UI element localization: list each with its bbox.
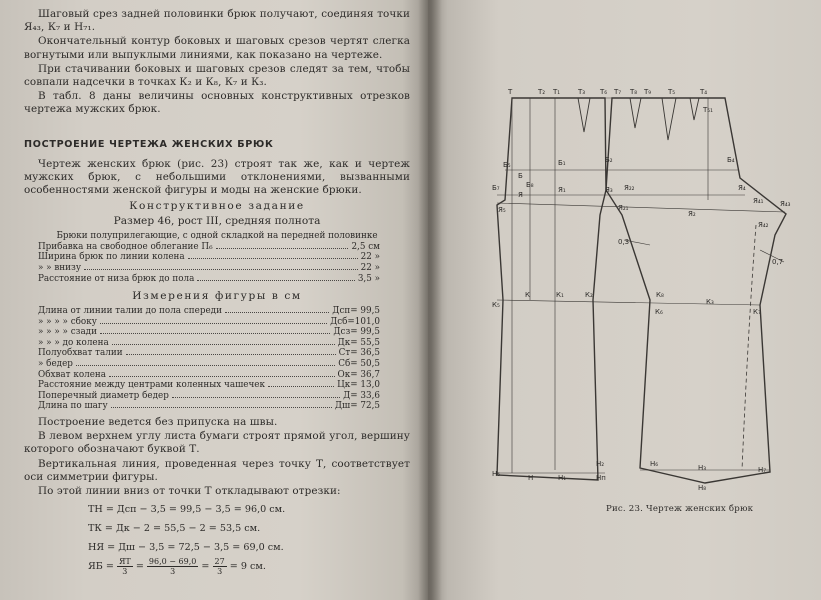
label-B5: Б₅ xyxy=(503,161,511,169)
label-B: Б xyxy=(518,172,523,180)
label-K8: К₈ xyxy=(656,291,664,299)
measurements-heading: Измерения фигуры в см xyxy=(132,290,302,303)
label-T8: Т₈ xyxy=(630,88,638,96)
measurement-row: Обхват колена Ок= 36,7 xyxy=(38,369,380,380)
measurement-row: » бедер Сб= 50,5 xyxy=(38,359,380,370)
label-H2: Н₂ xyxy=(596,460,605,468)
paragraph-4: В табл. 8 даны величины основных конструктивных отрезков чертежа мужских брюк. xyxy=(24,90,410,116)
allowance-row: Расстояние от низа брюк до пола 3,5 » xyxy=(38,273,380,284)
label-B7: Б₇ xyxy=(492,184,500,192)
label-Ya: Я xyxy=(518,191,523,199)
label-T51: Т₅₁ xyxy=(703,106,713,114)
label-T4: Т₄ xyxy=(700,88,708,96)
measurement-row: » » » до колена Дк= 55,5 xyxy=(38,337,380,348)
label-K1: К₁ xyxy=(556,291,564,299)
measurements-table xyxy=(24,306,410,412)
paragraph-9: По этой линии вниз от точки Т откладывают отрезки: xyxy=(38,485,341,498)
measurement-row: » » » » сбоку Дсб=101,0 xyxy=(38,316,380,327)
label-T6: Т₆ xyxy=(600,88,608,96)
label-K7: К₇ xyxy=(753,308,761,316)
label-H6: Н₆ xyxy=(650,460,659,468)
paragraph-3: При стачивании боковых и шаговых срезов следят за тем, чтобы совпали надсечки в точках К₂ и К₈, К₇ и К₃. xyxy=(24,62,410,89)
label-H1: Н₁ xyxy=(558,474,567,482)
label-H3: Н₃ xyxy=(698,464,707,472)
figure-caption: Рис. 23. Чертеж женских брюк xyxy=(606,504,754,514)
allowance-row: Прибавка на свободное облегание П₆ 2,5 см xyxy=(38,241,380,252)
paragraph-2: Окончательный контур боковых и шаговых срезов чертят слегка вогнутыми или выпуклыми линиями, как показано на чертеже. xyxy=(24,35,410,61)
formula-yab: ЯБ = $\frac{ЯТ}{3}$ = $\frac{96,0 - 69,0}{3}$ = $\frac{27}{3}$ = 9 см. xyxy=(88,557,266,577)
label-d03: 0,3 xyxy=(618,238,630,246)
label-H5: Н₅ xyxy=(492,470,501,478)
label-Hn: Нп xyxy=(596,474,606,482)
label-Ya1: Я₁ xyxy=(558,186,566,194)
measurement-row: Длина по шагу Дш= 72,5 xyxy=(38,401,380,412)
label-B4: Б₄ xyxy=(727,156,735,164)
label-B2: Б₂ xyxy=(605,156,613,164)
label-H7: Н₇ xyxy=(758,466,767,474)
style-description: Брюки полуприлегающие, с одной складкой на передней половинке xyxy=(56,231,378,242)
label-Ya2: Я₂ xyxy=(688,210,696,218)
formula-block xyxy=(24,500,410,576)
label-Ya21: Я₂₁ xyxy=(618,204,629,212)
paragraph-5: Чертеж женских брюк (рис. 23) строят так же, как и чертеж мужских брюк, с небольшими отклонениями, вызванными особенностями женской фигуры и моды на женские брюки. xyxy=(24,157,410,197)
measurement-row: Расстояние между центрами коленных чашечек Цк= 13,0 xyxy=(38,380,380,391)
label-T2: Т₂ xyxy=(538,88,546,96)
paragraph-6: Построение ведется без припуска на швы. xyxy=(38,416,278,429)
construction-lines xyxy=(497,98,785,473)
back-half-outline xyxy=(606,98,786,483)
label-T7: Т₇ xyxy=(614,88,622,96)
front-half-outline xyxy=(497,98,606,480)
size-line: Размер 46, рост III, средняя полнота xyxy=(113,215,321,228)
formula-tn: ТН = Дсп − 3,5 = 99,5 − 3,5 = 96,0 см. xyxy=(88,504,286,516)
label-B8: Б₈ xyxy=(526,181,534,189)
measurement-row: » » » » сзади Дсз= 99,5 xyxy=(38,327,380,338)
label-T: Т xyxy=(508,88,513,96)
allowance-row: Ширина брюк по линии колена 22 » xyxy=(38,252,380,263)
right-page xyxy=(428,0,821,600)
label-Ya42: Я₄₂ xyxy=(758,221,769,229)
label-T9: Т₉ xyxy=(644,88,652,96)
fraction: $\frac{27}{3}$ xyxy=(214,557,225,577)
label-d07: 0,7 xyxy=(772,258,784,266)
label-Ya43: Я₄₃ xyxy=(780,200,791,208)
formula-tk: ТК = Дк − 2 = 55,5 − 2 = 53,5 см. xyxy=(88,523,261,535)
label-K: К xyxy=(525,291,530,299)
label-H8: Н₈ xyxy=(698,484,707,492)
fraction: $\frac{96,0 - 69,0}{3}$ xyxy=(148,557,197,577)
label-B1: Б₁ xyxy=(558,159,566,167)
label-Ya4: Я₄ xyxy=(738,184,746,192)
paragraph-8: Вертикальная линия, проведенная через точку Т, соответствует оси симметрии фигуры. xyxy=(24,457,410,483)
paragraph-1: Шаговый срез задней половинки брюк получают, соединяя точки Я₄₃, К₇ и Н₇₁. xyxy=(24,8,410,34)
measurement-row: Поперечный диаметр бедер Д= 33,6 xyxy=(38,390,380,401)
drawing-labels xyxy=(492,88,791,492)
label-T1: Т₁ xyxy=(553,88,561,96)
section-title: ПОСТРОЕНИЕ ЧЕРТЕЖА ЖЕНСКИХ БРЮК xyxy=(24,138,274,150)
label-K3: К₃ xyxy=(706,298,714,306)
allowance-row: » » внизу 22 » xyxy=(38,262,380,273)
darts xyxy=(578,98,699,140)
label-T3: Т₃ xyxy=(578,88,586,96)
formula-nya: НЯ = Дш − 3,5 = 72,5 − 3,5 = 69,0 см. xyxy=(88,542,284,554)
label-H: Н xyxy=(528,474,534,482)
back-dashed-line xyxy=(742,225,756,470)
fraction: $\frac{ЯТ}{3}$ xyxy=(118,557,131,577)
label-Ya3: Я₃ xyxy=(605,186,613,194)
label-K2: К₂ xyxy=(585,291,593,299)
label-K5: К₅ xyxy=(492,301,500,309)
task-heading: Конструктивное задание xyxy=(129,200,305,213)
label-Ya5: Я₅ xyxy=(498,206,506,214)
paragraph-7: В левом верхнем углу листа бумаги строят прямой угол, вершину которого обозначают буквой Т. xyxy=(24,430,410,456)
label-Ya41: Я₄₁ xyxy=(753,197,764,205)
label-T5: Т₅ xyxy=(668,88,676,96)
allowances-table xyxy=(24,242,410,284)
label-K6: К₆ xyxy=(655,308,663,316)
label-Ya22: Я₂₂ xyxy=(624,184,635,192)
measurement-row: Полуобхват талии Ст= 36,5 xyxy=(38,348,380,359)
measurement-row: Длина от линии талии до пола спереди Дсп= 99,5 xyxy=(38,306,380,317)
